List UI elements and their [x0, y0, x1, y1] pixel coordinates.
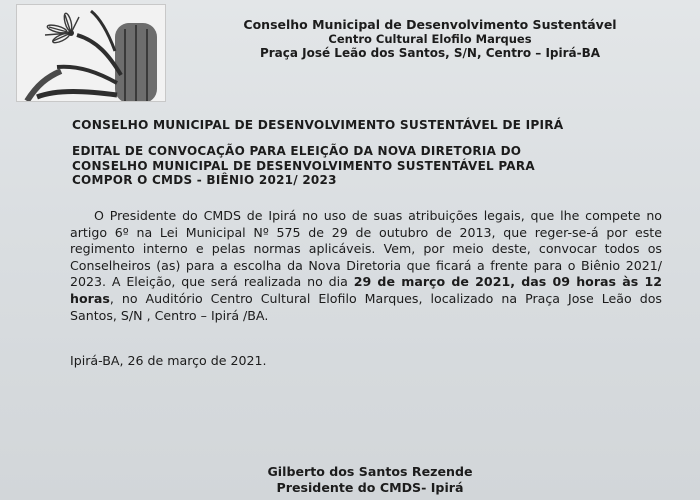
subtitle-line-3: COMPOR O CMDS - BIÊNIO 2021/ 2023	[72, 173, 337, 188]
letterhead-venue: Centro Cultural Elofilo Marques	[328, 32, 532, 46]
signature-block	[200, 464, 540, 496]
letterhead-address: Praça José Leão dos Santos, S/N, Centro – Ipirá-BA	[259, 46, 601, 60]
subtitle-line-2: CONSELHO MUNICIPAL DE DESENVOLVIMENTO SUSTENTÁVEL PARA	[72, 158, 535, 173]
council-logo	[16, 4, 166, 102]
signatory-role: Presidente do CMDS- Ipirá	[276, 480, 464, 495]
notice-body-text-1: O Presidente do CMDS de Ipirá no uso de suas atribuições legais, que lhe compete no artigo 6º na Lei Municipal Nº 575 de 29 de outubro de 2013, que reger-se-á por este regimento interno e pelas normas aplicáveis. Vem, por meio deste, convocar todos os Conselheiros (as) para a escolha da Nova Diretoria que ficará a frente para o Biênio 2021/ 2023. A Eleição, que será realizada no dia	[70, 208, 662, 290]
letterhead-council-name: Conselho Municipal de Desenvolvimento Sustentável	[243, 17, 617, 32]
notice-body-text-2: , no Auditório Centro Cultural Elofilo Marques, localizado na Praça Jose Leão dos Santos, S/N , Centro – Ipirá /BA.	[70, 290, 662, 323]
subtitle-line-1: EDITAL DE CONVOCAÇÃO PARA ELEIÇÃO DA NOVA DIRETORIA DO	[72, 144, 522, 158]
place-and-date: Ipirá-BA, 26 de março de 2021.	[70, 353, 267, 368]
signatory-name: Gilberto dos Santos Rezende	[267, 464, 473, 479]
notice-body-date-time: 29 de março de 2021, das 09 horas às 12 horas	[70, 274, 662, 306]
cactus-flower-icon	[17, 5, 165, 101]
document-title: CONSELHO MUNICIPAL DE DESENVOLVIMENTO SUSTENTÁVEL DE IPIRÁ	[72, 118, 564, 132]
document-subtitle	[72, 144, 672, 188]
letterhead	[180, 18, 680, 60]
notice-body	[70, 208, 662, 324]
